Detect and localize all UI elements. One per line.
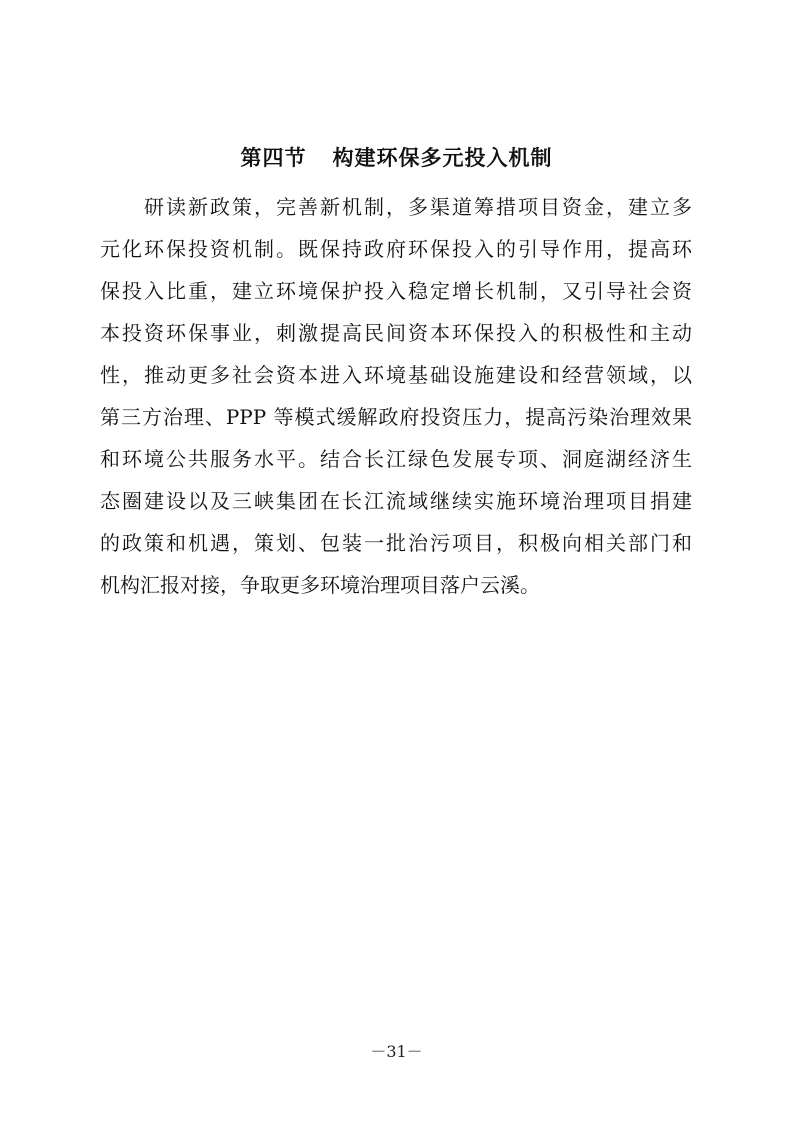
paragraph-line: 态圈建设以及三峡集团在长江流域继续实施环境治理项目捐建 — [100, 489, 692, 513]
paragraph-line: 本投资环保事业，刺激提高民间资本环保投入的积极性和主动 — [100, 321, 692, 345]
paragraph-line: 研读新政策，完善新机制，多渠道筹措项目资金，建立多 — [144, 195, 692, 219]
section-title-text: 构建环保多元投入机制 — [332, 146, 553, 170]
paragraph-line: 和环境公共服务水平。结合长江绿色发展专项、洞庭湖经济生 — [100, 447, 692, 471]
paragraph-line: 性，推动更多社会资本进入环境基础设施建设和经营领域，以 — [100, 363, 692, 387]
paragraph-line: 第三方治理、PPP 等模式缓解政府投资压力，提高污染治理效果 — [100, 405, 692, 429]
section-title — [0, 141, 793, 175]
paragraph-line: 保投入比重，建立环境保护投入稳定增长机制，又引导社会资 — [100, 279, 692, 303]
paragraph-line: 的政策和机遇，策划、包装一批治污项目，积极向相关部门和 — [100, 531, 692, 555]
paragraph-line: 元化环保投资机制。既保持政府环保投入的引导作用，提高环 — [100, 237, 692, 261]
section-number-label: 第四节 — [240, 146, 307, 170]
body-paragraph — [100, 186, 692, 606]
page-number: －31－ — [370, 1042, 423, 1061]
paragraph-line: 机构汇报对接，争取更多环境治理项目落户云溪。 — [100, 573, 540, 597]
